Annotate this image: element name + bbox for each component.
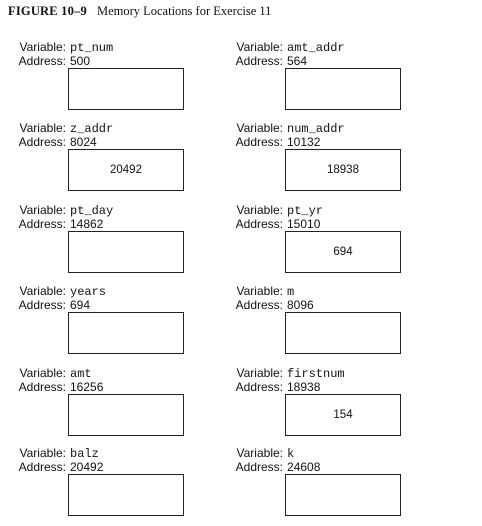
variable-line xyxy=(12,203,192,217)
address-value: 24608 xyxy=(287,460,321,474)
variable-label: Variable: xyxy=(19,284,66,298)
memory-cell xyxy=(12,40,192,120)
address-label: Address: xyxy=(18,135,66,149)
variable-line xyxy=(229,203,409,217)
memory-value: 694 xyxy=(333,246,353,258)
address-value: 18938 xyxy=(287,380,321,394)
address-value: 14862 xyxy=(70,217,104,231)
address-label: Address: xyxy=(18,217,66,231)
address-label: Address: xyxy=(18,460,66,474)
memory-box xyxy=(68,68,184,110)
address-value: 16256 xyxy=(70,380,104,394)
address-line xyxy=(229,380,409,394)
address-line xyxy=(229,460,409,474)
memory-cell xyxy=(229,40,409,120)
address-label: Address: xyxy=(18,298,66,312)
memory-value: 18938 xyxy=(327,164,359,176)
address-line xyxy=(229,54,409,68)
memory-cell xyxy=(12,284,192,364)
variable-line xyxy=(229,284,409,298)
variable-line xyxy=(12,366,192,380)
address-label: Address: xyxy=(235,217,283,231)
address-value: 8096 xyxy=(287,298,314,312)
address-line xyxy=(12,217,192,231)
address-label: Address: xyxy=(235,380,283,394)
variable-name: years xyxy=(70,285,107,299)
memory-cell xyxy=(12,121,192,201)
variable-line xyxy=(12,284,192,298)
address-label: Address: xyxy=(18,380,66,394)
memory-cell xyxy=(12,203,192,283)
address-value: 8024 xyxy=(70,135,97,149)
variable-line xyxy=(229,40,409,54)
variable-label: Variable: xyxy=(19,121,66,135)
memory-cell xyxy=(229,366,409,446)
variable-name: k xyxy=(287,447,295,461)
variable-name: pt_num xyxy=(70,41,114,55)
variable-label: Variable: xyxy=(236,366,283,380)
address-value: 15010 xyxy=(287,217,321,231)
memory-cell xyxy=(12,446,192,526)
address-value: 694 xyxy=(70,298,91,312)
variable-label: Variable: xyxy=(19,446,66,460)
memory-box xyxy=(285,68,401,110)
memory-box xyxy=(68,394,184,436)
variable-label: Variable: xyxy=(19,366,66,380)
memory-box xyxy=(285,394,401,436)
memory-box xyxy=(285,312,401,354)
address-label: Address: xyxy=(235,460,283,474)
variable-name: balz xyxy=(70,447,99,461)
variable-name: m xyxy=(287,285,295,299)
variable-label: Variable: xyxy=(236,446,283,460)
address-value: 500 xyxy=(70,54,91,68)
memory-cell xyxy=(229,284,409,364)
variable-line xyxy=(12,446,192,460)
variable-name: z_addr xyxy=(70,122,114,136)
variable-label: Variable: xyxy=(236,40,283,54)
address-value: 10132 xyxy=(287,135,321,149)
address-line xyxy=(12,460,192,474)
variable-label: Variable: xyxy=(19,203,66,217)
address-line xyxy=(12,298,192,312)
address-line xyxy=(12,135,192,149)
variable-line xyxy=(229,446,409,460)
variable-label: Variable: xyxy=(236,284,283,298)
variable-name: amt xyxy=(70,367,92,381)
variable-name: pt_day xyxy=(70,204,114,218)
memory-value: 154 xyxy=(333,409,353,421)
memory-box xyxy=(285,231,401,273)
memory-box xyxy=(68,231,184,273)
variable-label: Variable: xyxy=(236,203,283,217)
memory-box xyxy=(68,312,184,354)
figure-title: Memory Locations for Exercise 11 xyxy=(96,4,272,18)
variable-line xyxy=(229,366,409,380)
variable-name: num_addr xyxy=(287,122,345,136)
memory-cell xyxy=(229,121,409,201)
address-line xyxy=(12,380,192,394)
address-label: Address: xyxy=(235,298,283,312)
variable-name: pt_yr xyxy=(287,204,324,218)
address-line xyxy=(229,217,409,231)
memory-box xyxy=(68,474,184,516)
address-value: 564 xyxy=(287,54,308,68)
memory-cell xyxy=(229,446,409,526)
address-value: 20492 xyxy=(70,460,104,474)
address-label: Address: xyxy=(235,54,283,68)
variable-label: Variable: xyxy=(236,121,283,135)
memory-box xyxy=(68,149,184,191)
address-label: Address: xyxy=(235,135,283,149)
memory-box xyxy=(285,149,401,191)
variable-line xyxy=(12,40,192,54)
variable-line xyxy=(229,121,409,135)
memory-cell xyxy=(12,366,192,446)
variable-name: firstnum xyxy=(287,367,345,381)
address-line xyxy=(229,135,409,149)
memory-value: 20492 xyxy=(110,164,142,176)
address-line xyxy=(229,298,409,312)
memory-box xyxy=(285,474,401,516)
variable-name: amt_addr xyxy=(287,41,345,55)
address-line xyxy=(12,54,192,68)
address-label: Address: xyxy=(18,54,66,68)
memory-cell xyxy=(229,203,409,283)
variable-label: Variable: xyxy=(19,40,66,54)
figure-number: FIGURE 10–9 xyxy=(8,4,87,18)
variable-line xyxy=(12,121,192,135)
